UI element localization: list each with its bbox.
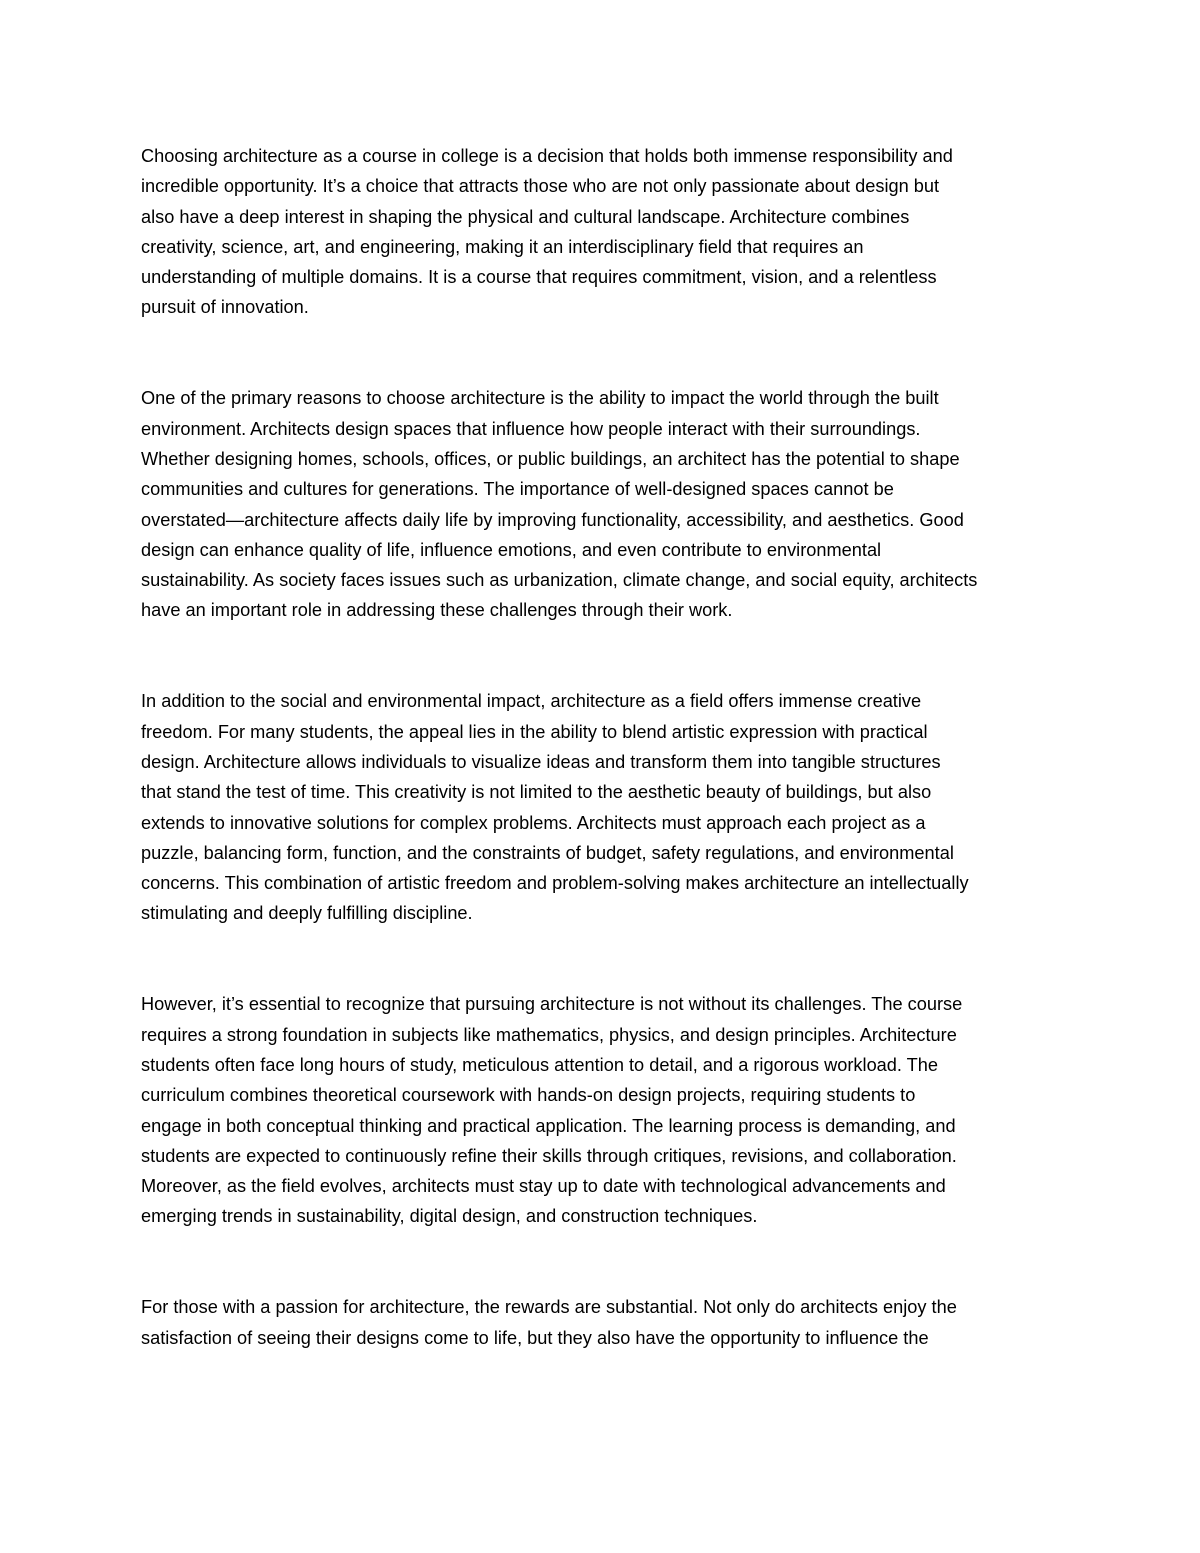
paragraph-3	[141, 686, 1056, 928]
paragraph-line: students are expected to continuously refine their skills through critiques, revisions, and collaboration.	[141, 1145, 957, 1166]
paragraph-line: incredible opportunity. It’s a choice that attracts those who are not only passionate about design but	[141, 176, 940, 197]
paragraph-line: design. Architecture allows individuals to visualize ideas and transform them into tangible structures	[141, 751, 941, 772]
paragraph-line: engage in both conceptual thinking and practical application. The learning process is demanding, and	[141, 1115, 956, 1136]
paragraph-line: communities and cultures for generations. The importance of well-designed spaces cannot be	[141, 479, 894, 500]
paragraph-1	[141, 141, 1056, 323]
paragraph-line: stimulating and deeply fulfilling discipline.	[141, 903, 473, 924]
paragraph-line: have an important role in addressing these challenges through their work.	[141, 600, 733, 621]
paragraph-line: One of the primary reasons to choose architecture is the ability to impact the world through the built	[141, 388, 939, 409]
paragraph-line: emerging trends in sustainability, digital design, and construction techniques.	[141, 1206, 758, 1227]
paragraph-line: However, it’s essential to recognize that pursuing architecture is not without its challenges. The course	[141, 994, 963, 1015]
paragraph-line: that stand the test of time. This creativity is not limited to the aesthetic beauty of buildings, but also	[141, 782, 932, 803]
paragraph-line: freedom. For many students, the appeal lies in the ability to blend artistic expression with practical	[141, 721, 928, 742]
paragraph-5	[141, 1292, 1056, 1353]
document-body	[141, 141, 1056, 1353]
paragraph-line: Moreover, as the field evolves, architects must stay up to date with technological advancements and	[141, 1176, 946, 1197]
paragraph-line: extends to innovative solutions for complex problems. Architects must approach each project as a	[141, 812, 926, 833]
paragraph-line: For those with a passion for architecture, the rewards are substantial. Not only do architects enjoy the	[141, 1297, 957, 1318]
paragraph-line: creativity, science, art, and engineering, making it an interdisciplinary field that requires an	[141, 236, 864, 257]
paragraph-line: sustainability. As society faces issues such as urbanization, climate change, and social equity, architects	[141, 570, 978, 591]
paragraph-line: also have a deep interest in shaping the physical and cultural landscape. Architecture combines	[141, 206, 910, 227]
paragraph-line: concerns. This combination of artistic freedom and problem-solving makes architecture an intellectually	[141, 873, 969, 894]
paragraph-line: satisfaction of seeing their designs come to life, but they also have the opportunity to influence the	[141, 1327, 929, 1348]
paragraph-line: puzzle, balancing form, function, and the constraints of budget, safety regulations, and environmental	[141, 842, 954, 863]
paragraph-line: requires a strong foundation in subjects like mathematics, physics, and design principles. Architecture	[141, 1024, 957, 1045]
paragraph-line: Whether designing homes, schools, offices, or public buildings, an architect has the potential to shape	[141, 448, 960, 469]
paragraph-line: design can enhance quality of life, influence emotions, and even contribute to environmental	[141, 539, 882, 560]
paragraph-line: In addition to the social and environmental impact, architecture as a field offers immense creative	[141, 691, 922, 712]
paragraph-line: pursuit of innovation.	[141, 297, 309, 318]
paragraph-line: environment. Architects design spaces that influence how people interact with their surroundings.	[141, 418, 921, 439]
paragraph-line: overstated—architecture affects daily life by improving functionality, accessibility, and aesthetics. Good	[141, 509, 964, 530]
paragraph-4	[141, 989, 1056, 1231]
paragraph-2	[141, 383, 1056, 625]
paragraph-line: students often face long hours of study, meticulous attention to detail, and a rigorous workload. The	[141, 1054, 939, 1075]
paragraph-line: understanding of multiple domains. It is a course that requires commitment, vision, and a relentless	[141, 267, 937, 288]
paragraph-line: curriculum combines theoretical coursework with hands-on design projects, requiring students to	[141, 1085, 916, 1106]
paragraph-line: Choosing architecture as a course in college is a decision that holds both immense responsibility and	[141, 146, 953, 166]
